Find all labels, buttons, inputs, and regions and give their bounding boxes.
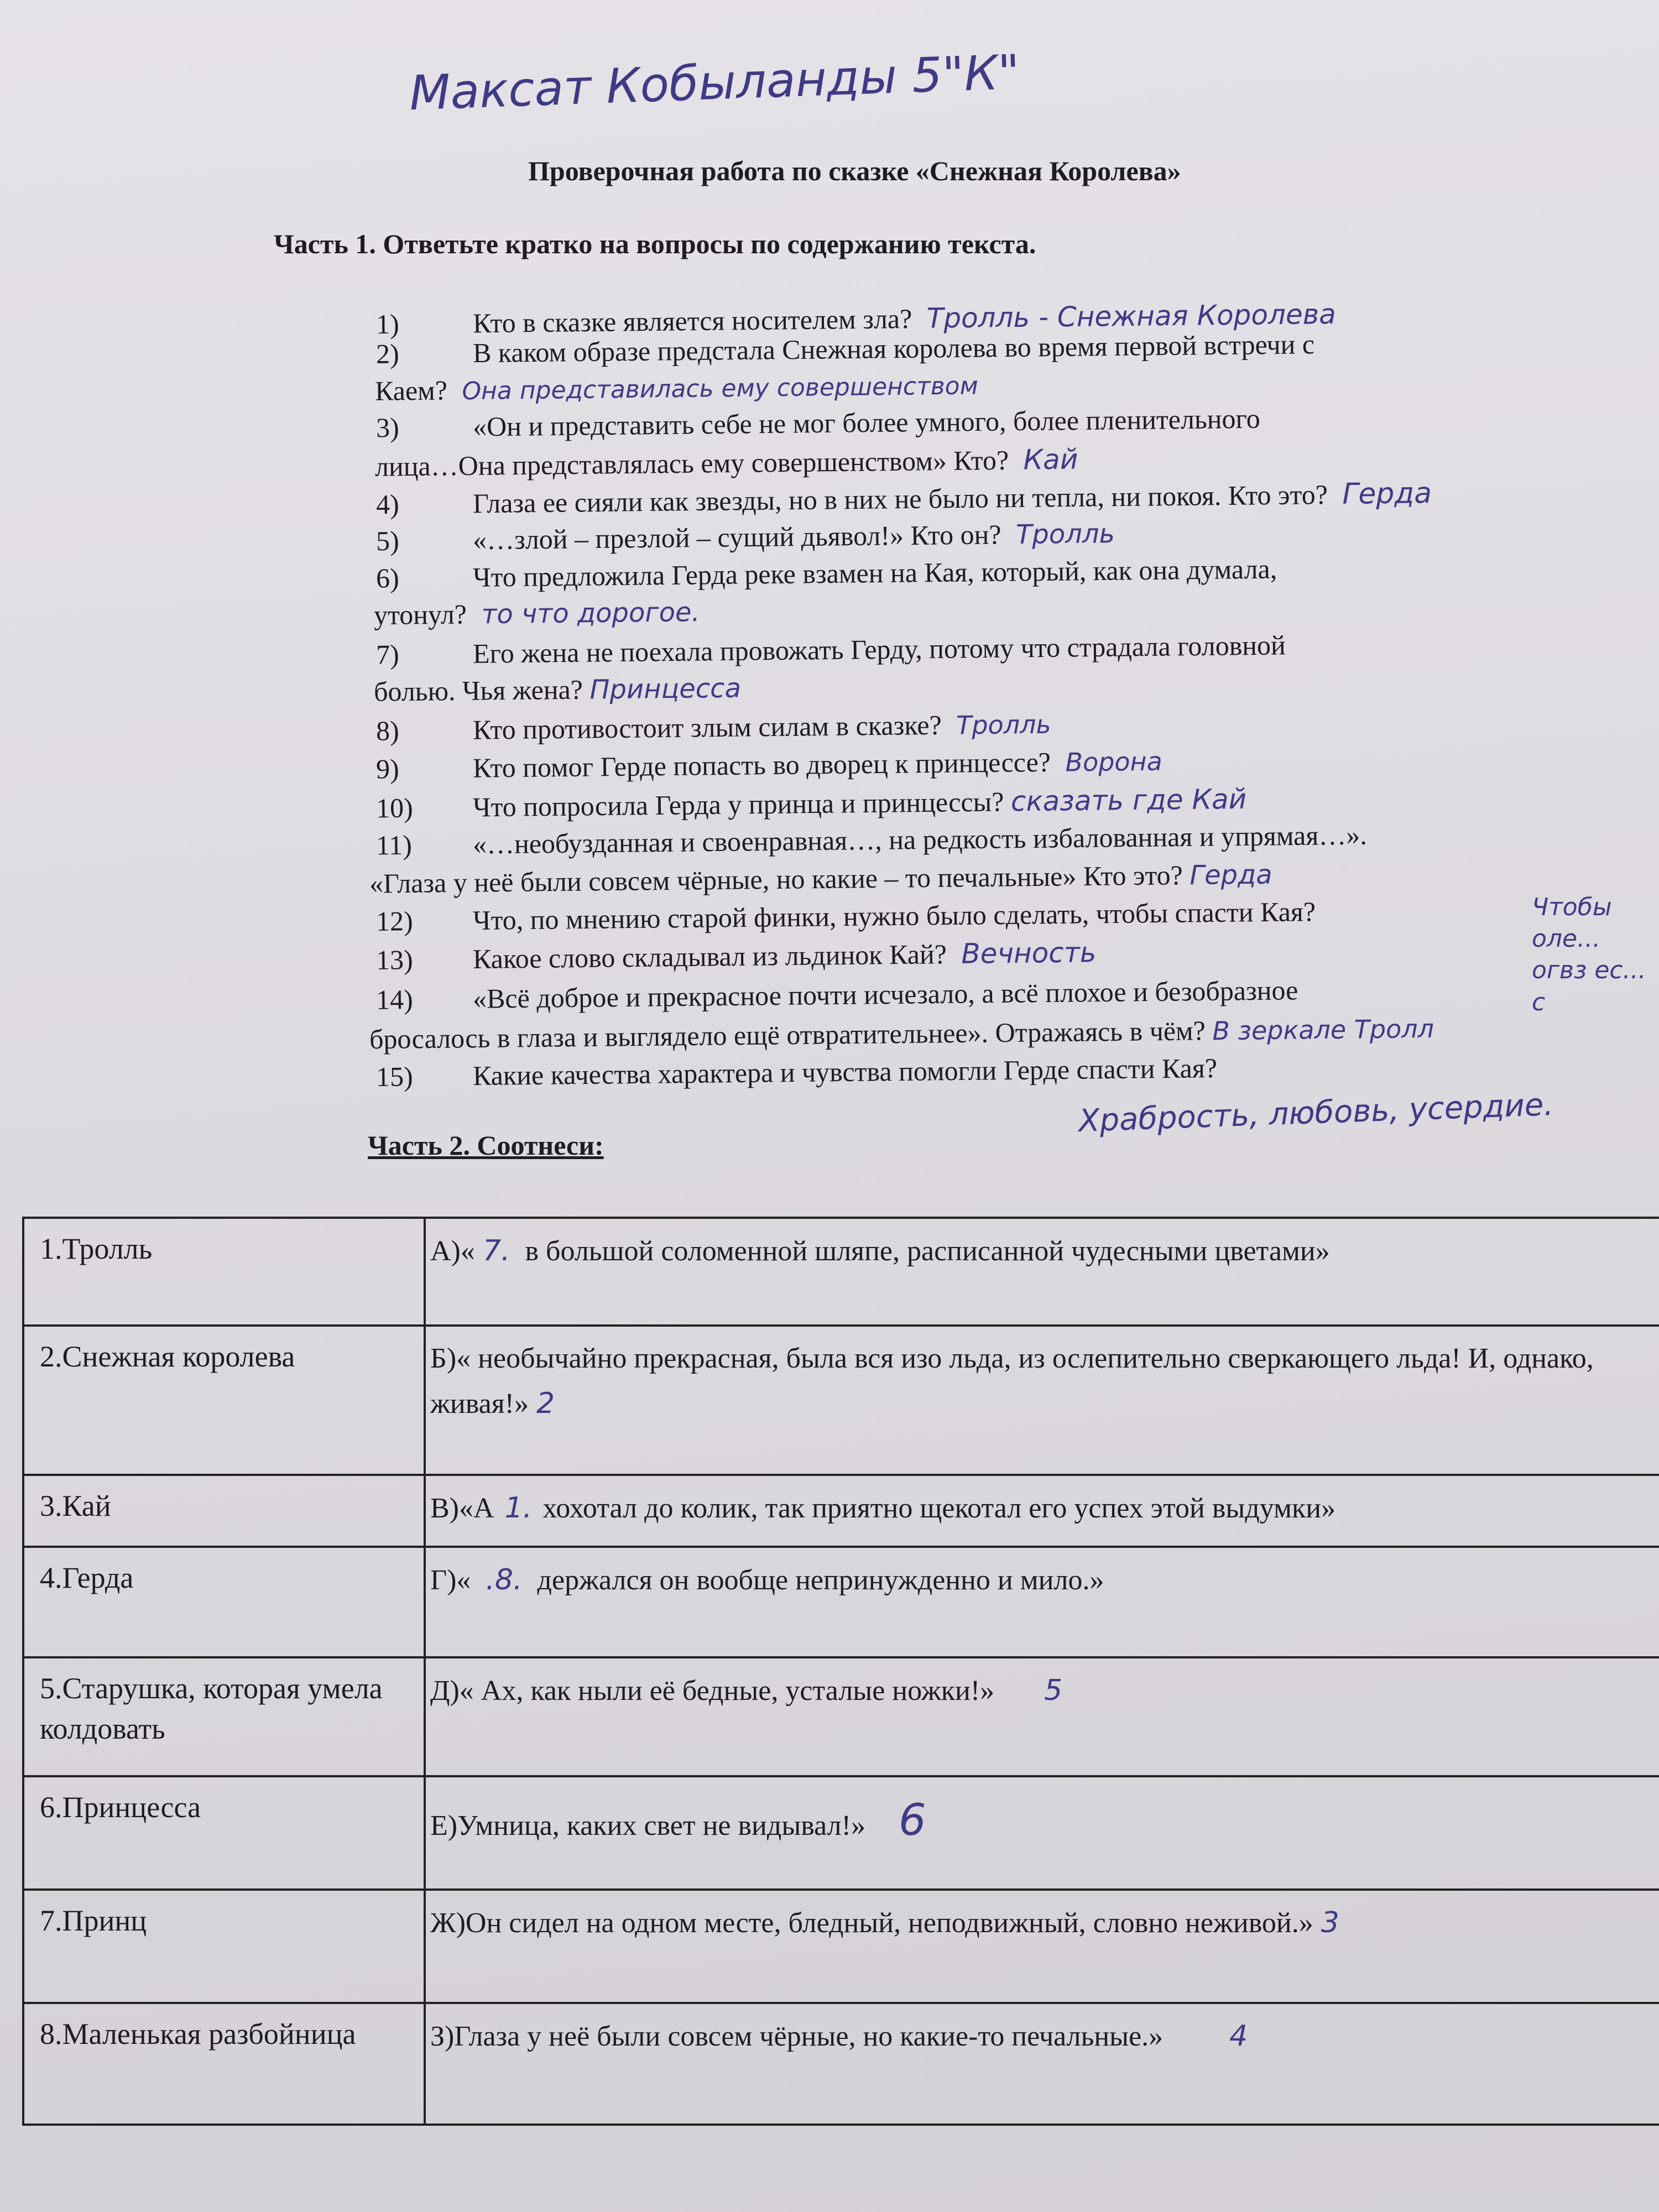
q15-line: 15) Какие качества характера и чувства помогли Герде спасти Кая? <box>375 1052 1218 1092</box>
table-row <box>22 1219 1659 1327</box>
student-name: Максат Кобыланды 5"К" <box>408 44 1021 122</box>
table-row <box>22 2004 1659 2126</box>
character-cell: 1.Тролль <box>22 1219 426 1324</box>
q3-line: 3) «Он и представить себе не мог более умного, более пленительного <box>375 403 1261 444</box>
q7-line-cont: болью. Чья жена? Принцесса <box>373 672 742 707</box>
table-row <box>22 1476 1659 1548</box>
table-row <box>22 1777 1659 1891</box>
q8-answer: Тролль <box>956 709 1051 740</box>
q2-answer: Она представилась ему совершенством <box>462 372 979 406</box>
table-row <box>22 1658 1659 1777</box>
quote-cell: З)Глаза у неё были совсем чёрные, но какие-то печальные.» 4 <box>430 2020 1248 2053</box>
character-cell: 3.Кай <box>22 1476 426 1546</box>
q1-answer: Тролль - Снежная Королева <box>926 298 1337 335</box>
q5-answer: Тролль <box>1015 518 1115 550</box>
q14-line-cont: бросалось в глаза и выглядело ещё отвратительнее». Отражаясь в чём? В зеркале Тролл <box>369 1013 1434 1055</box>
character-cell: 2.Снежная королева <box>22 1327 426 1474</box>
q2-line: 2) В каком образе предстала Снежная королева во время первой встречи с <box>375 328 1315 369</box>
quote-cell: Е)Умница, каких свет не видывал!» 6 <box>430 1796 926 1845</box>
q6-line: 6) Что предложила Герда реке взамен на Кая, который, как она думала, <box>375 553 1277 594</box>
quote-cell: А)« 7. в большой соломенной шляпе, расписанной чудесными цветами» <box>430 1234 1330 1267</box>
quote-cell: Ж)Он сидел на одном месте, бледный, неподвижный, словно неживой.» 3 <box>430 1906 1339 1939</box>
q4-line: 4) Глаза ее сияли как звезды, но в них не было ни тепла, ни покоя. Кто это? Герда <box>375 477 1432 520</box>
q1-line: 1) Кто в сказке является носителем зла? Тролль - Снежная Королева <box>375 298 1337 340</box>
q2-line-cont: Каем? Она представилась ему совершенством <box>374 372 979 406</box>
character-cell: 4.Герда <box>22 1548 426 1656</box>
q12-line: 12) Что, по мнению старой финки, нужно было сделать, чтобы спасти Кая? <box>375 896 1316 937</box>
q13-line: 13) Какое слово складывал из льдинок Кай? Вечность <box>375 936 1097 975</box>
part1-heading: Часть 1. Ответьте кратко на вопросы по содержанию текста. <box>274 228 1036 259</box>
q3-line-cont: лица…Она представлялась ему совершенством» Кто? Кай <box>374 443 1078 482</box>
q4-answer: Герда <box>1342 477 1432 511</box>
q15-answer: Храбрость, любовь, усердие. <box>1078 1087 1554 1139</box>
part2-heading: Часть 2. Соотнеси: <box>368 1130 604 1161</box>
q11-line-cont: «Глаза у неё были совсем чёрные, но какие – то печальные» Кто это? Герда <box>369 859 1272 899</box>
q7-answer: Принцесса <box>589 672 742 706</box>
q10-answer: сказать где Кай <box>1010 782 1247 818</box>
q7-line: 7) Его жена не поехала провожать Герду, потому что страдала головной <box>375 629 1286 670</box>
character-cell: 8.Маленькая разбойница <box>22 2004 426 2124</box>
quote-cell: В)«А 1. хохотал до колик, так приятно щекотал его успех этой выдумки» <box>430 1491 1336 1525</box>
q6-line-cont: утонул? то что дорогое. <box>373 596 700 631</box>
q6-answer: то что дорогое. <box>481 596 700 630</box>
q11-line: 11) «…необузданная и своенравная…, на редкость избалованная и упрямая…». <box>375 819 1368 861</box>
q14-answer: В зеркале Тролл <box>1212 1013 1434 1046</box>
q3-answer: Кай <box>1023 443 1078 476</box>
q8-line: 8) Кто противостоит злым силам в сказке? Тролль <box>375 709 1051 747</box>
character-cell: 7.Принц <box>22 1891 426 2002</box>
table-row <box>22 1327 1659 1476</box>
q13-answer: Вечность <box>961 936 1097 970</box>
matching-table <box>22 1217 1659 2126</box>
quote-cell: Г)« .8. держался он вообще непринужденно и мило.» <box>430 1563 1104 1597</box>
q9-line: 9) Кто помог Герде попасть во дворец к принцессе? Ворона <box>375 746 1163 785</box>
quote-cell: Д)« Ах, как ныли её бедные, усталые ножки!» 5 <box>430 1674 1063 1707</box>
q11-answer: Герда <box>1190 859 1272 891</box>
q14-line: 14) «Всё доброе и прекрасное почти исчезало, а всё плохое и безобразное <box>375 974 1298 1015</box>
table-row <box>22 1891 1659 2004</box>
q10-line: 10) Что попросила Герда у принца и принцессы? сказать где Кай <box>375 782 1247 824</box>
q12-answer: Чтобы оле... огвз ес... с <box>1532 893 1646 1016</box>
character-cell: 5.Старушка, которая умела колдовать <box>22 1658 426 1775</box>
quote-cell: Б)« необычайно прекрасная, была вся изо льда, из ослепительно сверкающего льда! И, однако, живая!» 2 <box>430 1343 1594 1420</box>
q9-answer: Ворона <box>1065 746 1163 778</box>
page-title: Проверочная работа по сказке «Снежная Королева» <box>528 155 1181 186</box>
table-row <box>22 1548 1659 1658</box>
character-cell: 6.Принцесса <box>22 1777 426 1888</box>
q5-line: 5) «…злой – презлой – сущий дьявол!» Кто он? Тролль <box>375 518 1115 557</box>
